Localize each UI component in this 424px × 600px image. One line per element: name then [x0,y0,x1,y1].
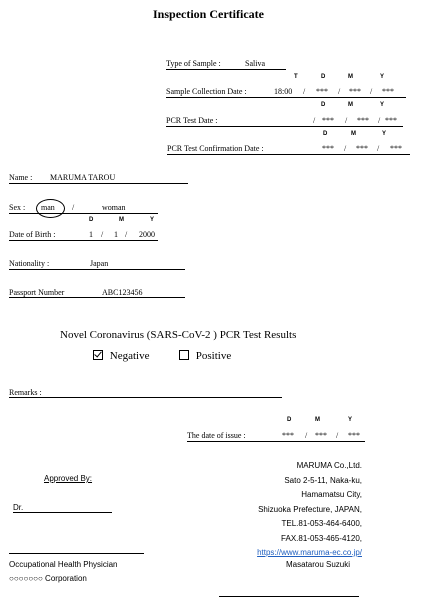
sex-male-option[interactable]: man [41,203,55,212]
results-heading: Novel Coronavirus (SARS-CoV-2 ) PCR Test Results [60,329,297,341]
physician-line [9,553,144,554]
checkbox-empty-icon[interactable] [179,350,189,360]
confirm-date-label: PCR Test Confirmation Date : [167,144,264,153]
underline [9,269,185,270]
slash: / [338,87,341,96]
underline [9,183,188,184]
header-d: D [321,74,326,80]
header-t: T [294,74,298,80]
page-title: Inspection Certificate [153,7,264,21]
remarks-label: Remarks : [9,388,42,397]
slash: / [101,230,104,239]
collection-date-label: Sample Collection Date : [166,87,247,96]
header-d: D [287,417,292,423]
slash: / [336,431,339,440]
slash: / [303,87,306,96]
confirm-year: *** [390,144,402,153]
company-fax: FAX.81-053-465-4120, [281,533,362,543]
sex-label: Sex : [9,203,26,212]
header-m: M [315,417,320,423]
underline [166,97,406,98]
company-name: MARUMA Co.,Ltd. [296,461,362,470]
slash: / [378,116,381,125]
company-address-1: Sato 2-5-11, Naka-ku, [284,475,362,485]
slash: / [370,87,373,96]
pcr-date-label: PCR Test Date : [166,116,218,125]
underline [166,69,286,70]
header-m: M [348,102,353,108]
issue-year: *** [348,431,360,440]
negative-label: Negative [109,350,150,362]
slash: / [305,431,308,440]
confirm-month: *** [356,144,368,153]
pcr-year: *** [385,116,397,125]
slash: / [344,144,347,153]
issue-day: *** [282,431,294,440]
header-d: D [321,102,326,108]
sample-type-label: Type of Sample : [166,59,221,68]
nationality-label: Nationality : [9,259,50,268]
slash: / [313,116,316,125]
underline [187,441,365,442]
pcr-month: *** [357,116,369,125]
header-d: D [323,131,328,137]
header-y: Y [380,102,385,108]
confirm-day: *** [322,144,334,153]
sex-female-option[interactable]: woman [102,203,126,212]
physician-role: Occupational Health Physician [9,560,118,569]
header-m: M [119,217,124,223]
issue-month: *** [315,431,327,440]
underline [9,213,158,214]
slash: / [125,230,128,239]
dr-label: Dr. [13,503,24,512]
underline [166,126,403,127]
header-y: Y [382,131,387,137]
signature-line [13,512,112,513]
collection-month: *** [349,87,361,96]
dob-month: 1 [114,230,118,239]
negative-option[interactable] [93,350,149,362]
name-label: Name : [9,173,33,182]
sample-type-value: Saliva [245,59,265,68]
header-d: D [89,217,94,223]
slash: / [345,116,348,125]
header-y: Y [348,417,353,423]
company-address-2: Hamamatsu City, [301,490,362,499]
collection-year: *** [382,87,394,96]
company-person: Masatarou Suzuki [286,560,351,569]
passport-label: Passport Number [9,288,65,297]
collection-time: 18:00 [274,87,293,96]
company-address-3: Shizuoka Prefecture, JAPAN, [258,504,362,514]
positive-option[interactable] [179,350,231,362]
underline [167,154,410,155]
dob-label: Date of Birth : [9,230,56,239]
dob-year: 2000 [139,230,155,239]
pcr-day: *** [322,116,334,125]
dob-day: 1 [89,230,93,239]
header-y: Y [380,74,385,80]
collection-day: *** [316,87,328,96]
underline [9,297,185,298]
header-m: M [351,131,356,137]
slash: / [72,203,75,212]
issue-date-label: The date of issue : [187,431,246,440]
company-url-link[interactable]: https://www.maruma-ec.co.jp/ [257,548,362,557]
name-value: MARUMA TAROU [50,173,116,182]
corporation-name: ○○○○○○○ Corporation [9,574,87,583]
header-y: Y [150,217,155,223]
underline [9,240,158,241]
nationality-value: Japan [90,259,109,268]
approved-by-label: Approved By: [44,474,93,483]
company-tel: TEL.81-053-464-6400, [281,519,362,528]
seal-line [219,596,359,597]
checkbox-checked-icon[interactable] [93,350,103,360]
positive-label: Positive [195,350,232,362]
header-m: M [348,74,353,80]
remarks-line [9,397,282,398]
company-block [257,459,362,561]
slash: / [377,144,380,153]
passport-value: ABC123456 [102,288,143,297]
